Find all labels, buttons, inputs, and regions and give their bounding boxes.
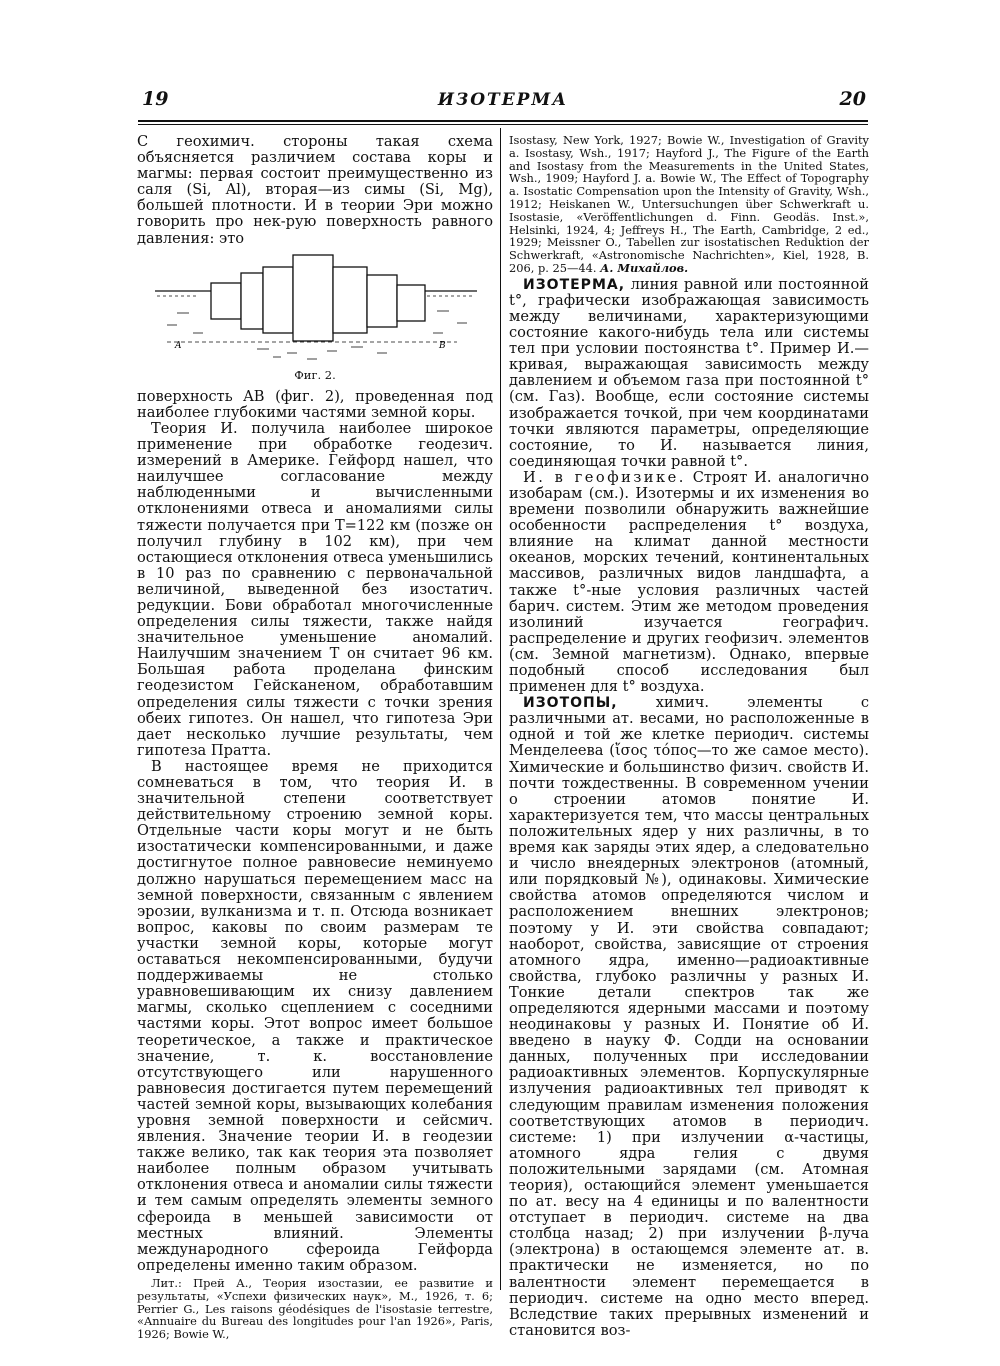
crust-diagram <box>137 253 493 365</box>
page-number-right: 20 <box>839 88 866 110</box>
entry-term: ИЗОТОПЫ, <box>523 695 618 712</box>
entry-term: ИЗОТЕРМА, <box>523 276 626 293</box>
paragraph: В настоящее время не приходится сомневаться в том, что теория И. в значительной степени соответствует действительному строению земной коры. Отдельные части коры могут и не быть изостатически компенсированными, и даже достигнутое полное равновесие неминуемо должно нарушаться перемещением масс на земной поверхности, связанным с явлением эрозии, вулканизма и т. п. Отсюда возникает вопрос, каковы по своим размерам те участки земной коры, которые могут оставаться некомпенсированными, будучи поддерживаемы не столько уравновешивающим их снизу давлением магмы, сколько сцеплением с соседними частями коры. Этот вопрос имеет большое теоретическое, а также и практическое значение, т. к. восстановление отсутствующего или нарушенного равновесия достигается путем перемещений частей земной коры, вызывающих колебания уровня земной поверхности и сейсмич. явления. Значение теории И. в геодезии также велико, так как теория эта позволяет наиболее полным образом учитывать отклонения отвеса и аномалии силы тяжести и тем самым определять элементы земного сфероида в меньшей зависимости от местных влияний. Элементы международного сфероида Гейфорда определены именно таким образом. <box>137 757 493 1274</box>
section-lead: И. в геофизике. <box>523 468 686 486</box>
literature-references: Лит.: Прей А., Теория изостазии, ее развитие и результаты, «Успехи физических наук», М., 1926, т. 6; Perrier G., Les raisons géodésiques de l'isostasie terrestre, «Annuaire du Bureau des longitudes pour l'an 1926», Paris, 1926; Bowie W., <box>137 1275 493 1342</box>
figure-isostasy <box>137 253 493 365</box>
entry-text: химич. элементы с различными ат. весами, но расположенные в одной и той же клетке периодич. системы Менделеева (ἴσος τόπος—то же самое место). Химические и большинство физич. свойств И. почти тождественны. В современном учении о строении атомов понятие И. характеризуется тем, что массы центральных положительных ядер у них различны, в то время как заряды этих ядер, а следовательно и число внеядерных электронов (атомный, или порядковый №), одинаковы. Химические свойства атомов определяются числом и расположением внешних электронов; поэтому у И. эти свойства совпадают; наоборот, свойства, зависящие от строения атомного ядра, именно—радиоактивные свойства, глубоко различны у разных И. Тонкие детали спектров так же определяются ядерными массами и поэтому неодинаковы у разных И. Понятие об И. введено в науку Ф. Содди на основании данных, полученных при исследовании радиоактивных элементов. Корпускулярные излучения радиоактивных тел приводят к следующим правилам изменения положения соответствующих атомов в периодич. системе: 1) при излучении α-частицы, атомного ядра гелия с двумя положительными зарядами (см. Атомная теория), остающийся элемент уменьшается по ат. весу на 4 единицы и по валентности отступает в периодич. системе на два столбца назад; 2) при излучении β-луча (электрона) в остающемся элементе ат. в. практически не изменяется, но по валентности элемент перемещается в периодич. системе на одно место вперед. Вследствие таких прерывных изменений и становится воз- <box>509 694 869 1339</box>
literature-references-cont <box>509 134 869 275</box>
author-signature: А. Михайлов. <box>600 260 689 275</box>
entry-izoterma <box>509 277 869 470</box>
running-title: ИЗОТЕРМА <box>437 90 569 110</box>
label-b: B <box>439 340 446 351</box>
label-a: A <box>175 340 182 351</box>
paragraph: С геохимич. стороны такая схема объясняется различием состава коры и магмы: первая состоит преимущественно из саля (Si, Al), вторая—из симы (Si, Mg), большей плотности. И в теории Эри можно говорить про нек-рую поверхность равного давления: это <box>137 133 493 247</box>
entry-text: линия равной или постоянной t°, графически изображающая зависимость между величинами, характеризующими состояние какого-нибудь тела или системы тел при условии постоянства t°. Пример И.—кривая, выражающая зависимость между давлением и объемом газа при постоянной t° (см. Газ). Вообще, если состояние системы изображается точкой, при чем координатами точки являются параметры, определяющие состояние, то И. называется линия, соединяющая точки равной t°. <box>509 275 869 470</box>
header-rule <box>138 120 868 122</box>
page-number-left: 19 <box>142 88 169 110</box>
paragraph-text: Строят И. аналогично изобарам (см.). Изотермы и их изменения во времени позволили обнаружить важнейшие особенности распределения t° воздуха, влияние на климат данной местности океанов, морских течений, континентальных массивов, различных видов ландшафта, а также t°-ные условия различных частей барич. систем. Этим же методом проведения изолиний изучается географич. распределение и других геофизич. элементов (см. Земной магнетизм). Однако, впервые подобный способ исследования был применен для t° воздуха. <box>509 468 869 696</box>
entry-izotopy <box>509 695 869 1339</box>
paragraph-geophysics <box>509 470 869 695</box>
paragraph: Теория И. получила наиболее широкое применение при обработке геодезич. измерений в Америке. Гейфорд нашел, что наилучшее согласование между наблюденными и вычисленными отклонениями отвеса и аномалиями силы тяжести получается при T=122 км (позже он получил глубину в 102 км), при чем остающиеся отклонения отвеса уменьшились в 10 раз по сравнению с первоначальной величиной, выведенной без изостатич. редукции. Бови обработал многочисленные определения силы тяжести, также найдя значительное уменьшение аномалий. Наилучшим значением T он считает 96 км. Большая работа проделана финским геодезистом Гейсканеном, обработавшим определения силы тяжести с точки зрения обеих гипотез. Он нашел, что гипотеза Эри дает несколько лучшие результаты, чем гипотеза Пратта. <box>137 419 493 759</box>
paragraph: поверхность AB (фиг. 2), проведенная под наиболее глубокими частями земной коры. <box>137 387 493 421</box>
right-column <box>509 134 869 1339</box>
page-header <box>138 88 868 122</box>
figure-caption: Фиг. 2. <box>294 367 336 382</box>
column-divider <box>500 128 501 1290</box>
references-text: Isostasy, New York, 1927; Bowie W., Investigation of Gravity a. Isostasy, Wsh., 1917; Hayford J., The Figure of the Earth and Isostasy from the Measurements in the United States, Wsh., 1909; Hayford J. a. Bowie W., The Effect of Topography a. Isostatic Compensation upon the Intensity of Gravity, Wsh., 1912; Heiskanen W., Untersuchungen über Schwerkraft u. Isostasie, «Veröffentlichungen d. Finn. Geodäs. Inst.», Helsinki, 1924, 4; Jeffreys H., The Earth, Cambridge, 2 ed., 1929; Meissner O., Tabellen zur isostatischen Reduktion der Schwerkraft, «Astronomische Nachrichten», Kiel, 1928, B. 206, p. 25—44. <box>509 133 869 275</box>
header-rule-thin <box>138 124 868 125</box>
left-column <box>137 134 493 1341</box>
